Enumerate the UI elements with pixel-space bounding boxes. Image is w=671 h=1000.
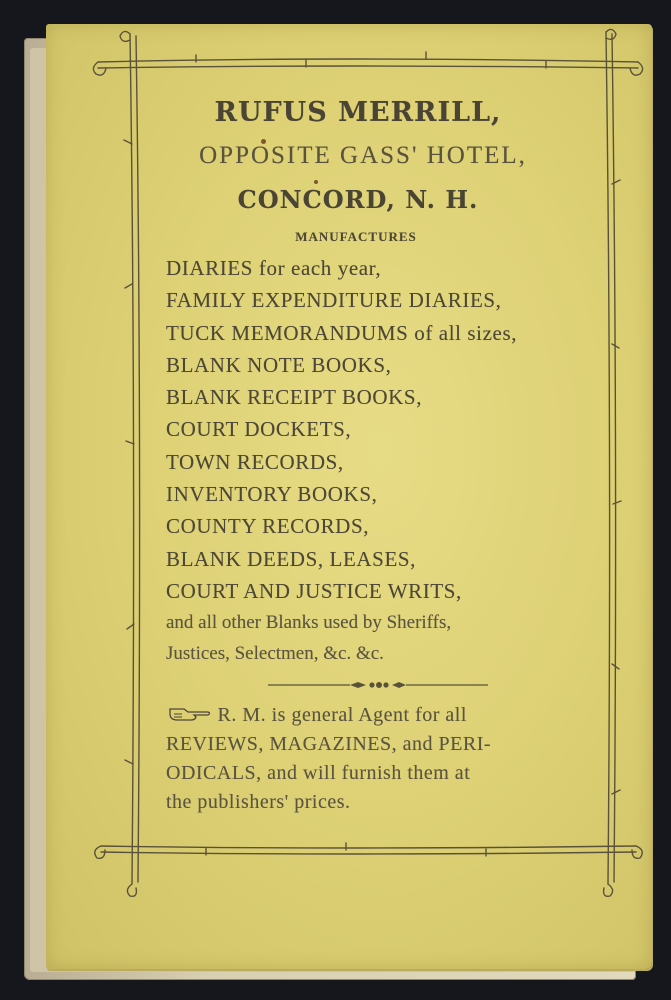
agent-notice	[118, 701, 596, 817]
advertisement-text	[118, 92, 588, 817]
list-item: TUCK MEMORANDUMS of all sizes,	[166, 320, 518, 345]
list-item: COURT AND JUSTICE WRITS,	[166, 578, 462, 603]
manufactures-heading: MANUFACTURES	[295, 229, 417, 244]
pointing-hand-icon	[166, 703, 212, 721]
list-item: TOWN RECORDS,	[166, 449, 344, 474]
list-item: COURT DOCKETS,	[166, 417, 352, 442]
merchant-address: OPPOSITE GASS' HOTEL,	[199, 142, 527, 169]
list-item: DIARIES for each year,	[166, 256, 382, 280]
list-item: COUNTY RECORDS,	[166, 514, 370, 539]
list-item: BLANK RECEIPT BOOKS,	[166, 385, 423, 410]
product-list	[118, 252, 588, 607]
list-item: BLANK DEEDS, LEASES,	[166, 546, 417, 571]
merchant-name: RUFUS MERRILL,	[214, 97, 502, 128]
closing-line-2: Justices, Selectmen, &c. &c.	[166, 643, 384, 665]
list-item: BLANK NOTE BOOKS,	[166, 352, 392, 377]
agent-line-2: REVIEWS, MAGAZINES, and PERI-	[166, 733, 492, 756]
ornamental-divider-icon	[268, 677, 488, 693]
agent-line-4: the publishers' prices.	[166, 791, 351, 814]
agent-line-1: R. M. is general Agent for all	[217, 704, 467, 727]
list-item: FAMILY EXPENDITURE DIARIES,	[166, 288, 502, 313]
closing-line-1: and all other Blanks used by Sheriffs,	[166, 612, 452, 634]
list-item: INVENTORY BOOKS,	[166, 482, 378, 507]
agent-line-3: ODICALS, and will furnish them at	[166, 762, 471, 785]
merchant-city: CONCORD, N. H.	[237, 185, 479, 214]
